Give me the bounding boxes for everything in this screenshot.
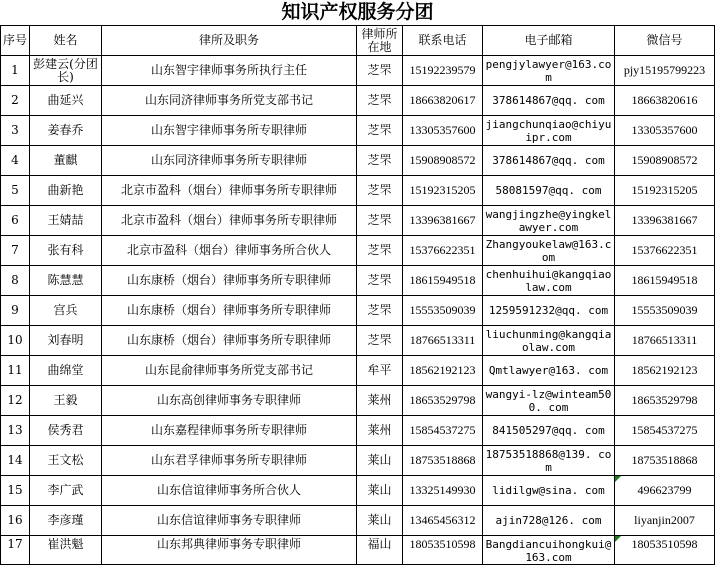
cell-email: lidilgw@sina. com — [483, 476, 615, 506]
cell-phone: 15376622351 — [403, 236, 483, 266]
cell-email: 1259591232@qq. com — [483, 296, 615, 326]
cell-wechat: 15553509039 — [615, 296, 715, 326]
cell-location: 莱山 — [357, 476, 403, 506]
cell-no: 1 — [1, 56, 30, 86]
cell-phone: 15553509039 — [403, 296, 483, 326]
cell-location: 芝罘 — [357, 86, 403, 116]
table-row — [1, 266, 715, 296]
cell-email: 841505297@qq. com — [483, 416, 615, 446]
cell-phone: 15192239579 — [403, 56, 483, 86]
cell-phone: 18615949518 — [403, 266, 483, 296]
cell-phone: 13465456312 — [403, 506, 483, 536]
cell-no: 6 — [1, 206, 30, 236]
table-header-row — [1, 26, 715, 56]
cell-firm: 山东昆俞律师事务所党支部书记 — [102, 356, 357, 386]
cell-firm: 山东智宇律师事务所专职律师 — [102, 116, 357, 146]
cell-no: 8 — [1, 266, 30, 296]
header-wechat: 微信号 — [615, 26, 715, 56]
table-row — [1, 206, 715, 236]
cell-no: 13 — [1, 416, 30, 446]
cell-email: 378614867@qq. com — [483, 86, 615, 116]
cell-firm: 山东君孚律师事务所专职律师 — [102, 446, 357, 476]
cell-email: wangyi-lz@winteam500. com — [483, 386, 615, 416]
cell-phone: 13325149930 — [403, 476, 483, 506]
cell-wechat: 15908908572 — [615, 146, 715, 176]
cell-phone: 15908908572 — [403, 146, 483, 176]
cell-location: 芝罘 — [357, 326, 403, 356]
cell-email: pengjylawyer@163.com — [483, 56, 615, 86]
cell-name: 曲新艳 — [30, 176, 102, 206]
cell-email: jiangchunqiao@chiyuipr.com — [483, 116, 615, 146]
table-row — [1, 86, 715, 116]
cell-firm: 山东康桥（烟台）律师事务所专职律师 — [102, 296, 357, 326]
page-title: 知识产权服务分团 — [281, 1, 434, 23]
cell-name: 王文松 — [30, 446, 102, 476]
cell-wechat: 15192315205 — [615, 176, 715, 206]
cell-no: 9 — [1, 296, 30, 326]
cell-location: 莱州 — [357, 416, 403, 446]
table-row — [1, 536, 715, 565]
header-no: 序号 — [1, 26, 30, 56]
cell-phone: 18753518868 — [403, 446, 483, 476]
table-row — [1, 236, 715, 266]
cell-location: 芝罘 — [357, 176, 403, 206]
cell-location: 福山 — [357, 536, 403, 565]
cell-firm: 山东同济律师事务所专职律师 — [102, 146, 357, 176]
cell-firm: 山东康桥（烟台）律师事务所专职律师 — [102, 266, 357, 296]
table-row — [1, 356, 715, 386]
cell-name: 曲绵堂 — [30, 356, 102, 386]
cell-phone: 18766513311 — [403, 326, 483, 356]
cell-phone: 15192315205 — [403, 176, 483, 206]
cell-wechat: 18562192123 — [615, 356, 715, 386]
cell-firm: 山东邦典律师事务专职律师 — [102, 536, 357, 565]
cell-firm: 山东信谊律师事务所合伙人 — [102, 476, 357, 506]
cell-no: 15 — [1, 476, 30, 506]
cell-no: 14 — [1, 446, 30, 476]
cell-no: 2 — [1, 86, 30, 116]
cell-wechat: liyanjin2007 — [615, 506, 715, 536]
cell-email: chenhuihui@kangqiaolaw.com — [483, 266, 615, 296]
cell-email: Zhangyoukelaw@163.com — [483, 236, 615, 266]
cell-name: 姜春乔 — [30, 116, 102, 146]
cell-location: 芝罘 — [357, 236, 403, 266]
cell-wechat: 18053510598 — [615, 536, 715, 565]
cell-wechat: 496623799 — [615, 476, 715, 506]
cell-email: Qmtlawyer@163. com — [483, 356, 615, 386]
table-row — [1, 446, 715, 476]
cell-email: ajin728@126. com — [483, 506, 615, 536]
cell-name: 崔洪魁 — [30, 536, 102, 565]
cell-phone: 13396381667 — [403, 206, 483, 236]
table-row — [1, 116, 715, 146]
table-body — [1, 56, 715, 565]
cell-firm: 北京市盈科（烟台）律师事务所合伙人 — [102, 236, 357, 266]
cell-wechat: 15376622351 — [615, 236, 715, 266]
cell-wechat: 15854537275 — [615, 416, 715, 446]
cell-name: 宫兵 — [30, 296, 102, 326]
cell-firm: 北京市盈科（烟台）律师事务所专职律师 — [102, 206, 357, 236]
cell-wechat: 18653529798 — [615, 386, 715, 416]
cell-no: 7 — [1, 236, 30, 266]
cell-location: 芝罘 — [357, 296, 403, 326]
cell-no: 11 — [1, 356, 30, 386]
cell-location: 芝罘 — [357, 146, 403, 176]
lawyer-table — [0, 25, 715, 565]
cell-firm: 山东嘉程律师事务所专职律师 — [102, 416, 357, 446]
cell-phone: 15854537275 — [403, 416, 483, 446]
header-name: 姓名 — [30, 26, 102, 56]
cell-email: 378614867@qq. com — [483, 146, 615, 176]
cell-no: 17 — [1, 536, 30, 565]
cell-phone: 18053510598 — [403, 536, 483, 565]
cell-firm: 山东信谊律师事务专职律师 — [102, 506, 357, 536]
cell-no: 4 — [1, 146, 30, 176]
cell-location: 牟平 — [357, 356, 403, 386]
cell-no: 3 — [1, 116, 30, 146]
cell-name: 李广武 — [30, 476, 102, 506]
cell-wechat: 18663820616 — [615, 86, 715, 116]
cell-email: Bangdiancuihongkui@163.com — [483, 536, 615, 565]
table-row — [1, 296, 715, 326]
header-firm: 律所及职务 — [102, 26, 357, 56]
cell-location: 芝罘 — [357, 56, 403, 86]
cell-firm: 山东智宇律师事务所执行主任 — [102, 56, 357, 86]
cell-no: 10 — [1, 326, 30, 356]
cell-name: 侯秀君 — [30, 416, 102, 446]
table-row — [1, 146, 715, 176]
cell-no: 12 — [1, 386, 30, 416]
cell-name: 王毅 — [30, 386, 102, 416]
header-phone: 联系电话 — [403, 26, 483, 56]
table-row — [1, 176, 715, 206]
cell-firm: 山东康桥（烟台）律师事务所专职律师 — [102, 326, 357, 356]
cell-location: 莱州 — [357, 386, 403, 416]
cell-name: 陈慧慧 — [30, 266, 102, 296]
cell-phone: 18663820617 — [403, 86, 483, 116]
cell-wechat: pjy15195799223 — [615, 56, 715, 86]
cell-firm: 北京市盈科（烟台）律师事务所专职律师 — [102, 176, 357, 206]
table-row — [1, 56, 715, 86]
cell-location: 芝罘 — [357, 206, 403, 236]
cell-location: 芝罘 — [357, 266, 403, 296]
cell-email: liuchunming@kangqiaolaw.com — [483, 326, 615, 356]
cell-email: 58081597@qq. com — [483, 176, 615, 206]
cell-wechat: 18766513311 — [615, 326, 715, 356]
header-email: 电子邮箱 — [483, 26, 615, 56]
cell-name: 王婧喆 — [30, 206, 102, 236]
table-row — [1, 386, 715, 416]
cell-wechat: 13305357600 — [615, 116, 715, 146]
cell-location: 莱山 — [357, 446, 403, 476]
table-row — [1, 326, 715, 356]
cell-firm: 山东同济律师事务所党支部书记 — [102, 86, 357, 116]
cell-name: 董麒 — [30, 146, 102, 176]
cell-phone: 18562192123 — [403, 356, 483, 386]
cell-email: 18753518868@139. com — [483, 446, 615, 476]
cell-location: 芝罘 — [357, 116, 403, 146]
table-row — [1, 476, 715, 506]
table-row — [1, 416, 715, 446]
cell-wechat: 18615949518 — [615, 266, 715, 296]
header-location: 律师所在地 — [357, 26, 403, 56]
cell-name: 曲延兴 — [30, 86, 102, 116]
cell-no: 16 — [1, 506, 30, 536]
cell-name: 彭建云(分团长) — [30, 56, 102, 86]
cell-wechat: 13396381667 — [615, 206, 715, 236]
cell-email: wangjingzhe@yingkelawyer.com — [483, 206, 615, 236]
cell-phone: 18653529798 — [403, 386, 483, 416]
cell-name: 刘春明 — [30, 326, 102, 356]
cell-name: 李彦瑾 — [30, 506, 102, 536]
cell-no: 5 — [1, 176, 30, 206]
cell-location: 莱山 — [357, 506, 403, 536]
cell-firm: 山东高创律师事务专职律师 — [102, 386, 357, 416]
cell-phone: 13305357600 — [403, 116, 483, 146]
cell-wechat: 18753518868 — [615, 446, 715, 476]
cell-name: 张有科 — [30, 236, 102, 266]
table-row — [1, 506, 715, 536]
